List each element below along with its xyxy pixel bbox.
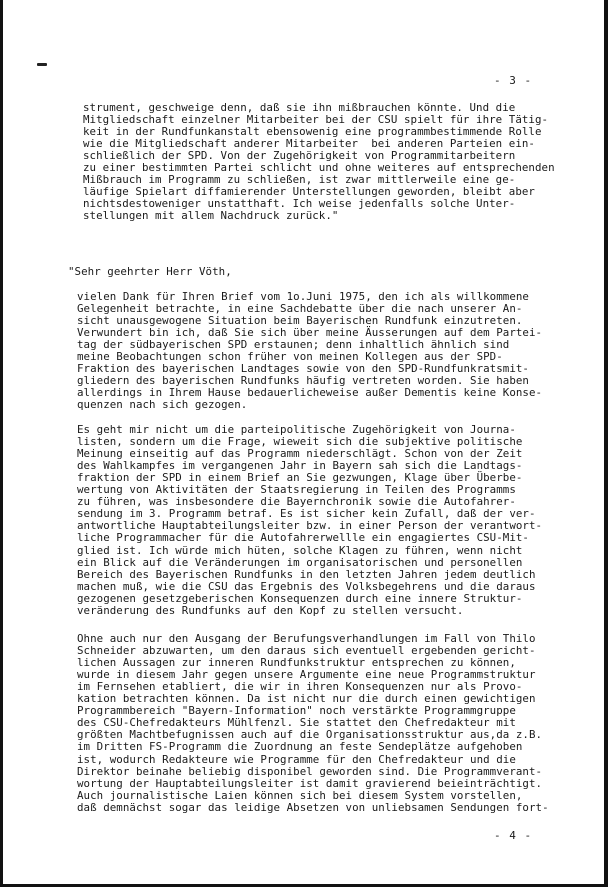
text-line: ist, wodurch Redakteure wie Programme für den Chefredakteur und die bbox=[77, 752, 516, 766]
text-line: daß demnächst sogar das leidige Absetzen von unliebsamen Sendungen fort- bbox=[77, 800, 549, 814]
text-line: nichtsdestoweniger unstatthaft. Ich weise jedenfalls solche Unter- bbox=[83, 197, 516, 211]
text-line: im Fernsehen etabliert, die wir in ihren Konsequenzen nur als Provo- bbox=[77, 680, 523, 694]
text-line: glied ist. Ich würde mich hüten, solche Klagen zu führen, wenn nicht bbox=[77, 543, 523, 557]
text-line: zu einer bestimmten Partei schlicht und ohne weiteres auf entsprechenden bbox=[83, 161, 555, 175]
text-line: Fraktion des bayerischen Landtages sowie von den SPD-Rundfunkratsmit- bbox=[77, 362, 529, 376]
text-line: Auch journalistische Laien können sich bei diesem System vorstellen, bbox=[77, 788, 523, 802]
text-line: schließlich der SPD. Von der Zugehörigkeit von Programmitarbeitern bbox=[83, 149, 516, 163]
text-line: lichen Aussagen zur inneren Rundfunkstruktur entsprechen zu können, bbox=[77, 656, 516, 670]
text-line: stellungen mit allem Nachdruck zurück." bbox=[83, 209, 339, 223]
text-line: Es geht mir nicht um die parteipolitische Zugehörigkeit von Journa- bbox=[77, 423, 516, 436]
text-line: antwortliche Hauptabteilungsleiter bzw. in einer Person der verantwort- bbox=[77, 519, 543, 533]
text-line: sendung im 3. Programm betraf. Es ist sicher kein Zufall, daß der ver- bbox=[77, 507, 536, 521]
text-line: gliedern des bayerischen Rundfunks häufig vertreten worden. Sie haben bbox=[77, 374, 529, 388]
text-line: Programmbereich "Bayern-Information" noch verstärkte Programmgruppe bbox=[77, 704, 516, 718]
text-line: wurde in diesem Jahr gegen unsere Argumente eine neue Programmstruktur bbox=[77, 668, 536, 682]
text-line: Ohne auch nur den Ausgang der Berufungsverhandlungen im Fall von Thilo bbox=[77, 632, 536, 645]
text-line: vielen Dank für Ihren Brief vom 1o.Juni 1975, den ich als willkommene bbox=[77, 290, 529, 303]
text-line: Verwundert bin ich, daß Sie sich über meine Äusserungen auf dem Partei- bbox=[77, 326, 543, 340]
text-line: Meinung einseitig auf das Programm niederschlägt. Schon von der Zeit bbox=[77, 447, 523, 461]
text-line: Mitgliedschaft einzelner Mitarbeiter bei der CSU spielt für ihre Tätig- bbox=[83, 113, 549, 127]
text-line: kation betrachten können. Da ist nicht nur die durch einen gewichtigen bbox=[77, 692, 536, 706]
text-line: "Sehr geehrter Herr Vöth, bbox=[68, 265, 232, 278]
text-line: strument, geschweige denn, daß sie ihn mißbrauchen könnte. Und die bbox=[83, 101, 516, 114]
text-line: Gelegenheit betrachte, in eine Sachdebatte über die nach unserer An- bbox=[77, 302, 523, 316]
text-line: des CSU-Chefredakteurs Mühlfenzl. Sie stattet den Chefredakteur mit bbox=[77, 716, 516, 730]
text-line: läufige Spielart diffamierender Unterstellungen geworden, bleibt aber bbox=[83, 185, 535, 199]
text-line: wertung von Aktivitäten der Staatsregierung in Teilen des Programms bbox=[77, 483, 516, 497]
text-line: meine Beobachtungen schon früher von meinen Kollegen aus der SPD- bbox=[77, 350, 503, 364]
text-line: allerdings in Ihrem Hause bedauerlicheweise außer Dementis keine Konse- bbox=[77, 386, 543, 400]
text-line: veränderung des Rundfunks auf den Kopf zu stellen versucht. bbox=[77, 603, 464, 617]
text-line: tag der südbayerischen SPD erstaunen; denn inhaltlich ähnlich sind bbox=[77, 338, 510, 352]
text-line: Mißbrauch im Programm zu schließen, ist zwar mittlerweile eine ge- bbox=[83, 173, 516, 187]
text-line: wortung der Hauptabteilungsleiter ist damit gravierend beieinträchtigt. bbox=[77, 776, 543, 790]
text-line: machen muß, wie die CSU das Ergebnis des Volksbegehrens und die daraus bbox=[77, 579, 536, 593]
text-line: liche Programmacher für die Autofahrerwellle ein engagiertes CSU-Mit- bbox=[77, 531, 529, 545]
scan-border-left bbox=[0, 0, 3, 887]
page-number-top: - 3 - bbox=[494, 74, 533, 87]
text-line: gezogenen gesetzgeberischen Konsequenzen durch eine innere Struktur- bbox=[77, 591, 523, 605]
text-line: des Wahlkampfes im vergangenen Jahr in Bayern sah sich die Landtags- bbox=[77, 459, 523, 473]
text-line: Direktor beinahe beliebig disponibel geworden sind. Die Programmverant- bbox=[77, 764, 543, 778]
text-line: im Dritten FS-Programm die Zuordnung an feste Sendeplätze aufgehoben bbox=[77, 740, 523, 754]
text-line: ein Blick auf die Veränderungen im organisatorischen und personellen bbox=[77, 555, 523, 569]
text-line: quenzen nach sich gezogen. bbox=[77, 398, 248, 412]
text-line: zu führen, was insbesondere die Bayernchronik sowie die Autofahrer- bbox=[77, 495, 516, 509]
text-line: keit in der Rundfunkanstalt ebensowenig eine programmbestimmende Rolle bbox=[83, 125, 542, 139]
page-number-bottom: - 4 - bbox=[494, 829, 533, 842]
text-line: Schneider abzuwarten, um den daraus sich eventuell ergebenden gericht- bbox=[77, 644, 536, 658]
scan-border-right bbox=[604, 0, 608, 887]
text-line: Bereich des Bayerischen Rundfunks in den letzten Jahren jedem deutlich bbox=[77, 567, 536, 581]
text-line: sicht unausgewogene Situation beim Bayerischen Rundfunk einzutreten. bbox=[77, 314, 523, 328]
text-line: listen, sondern um die Frage, wieweit sich die subjektive politische bbox=[77, 435, 523, 449]
text-line: wie die Mitgliedschaft anderer Mitarbeiter bei anderen Parteien ein- bbox=[83, 137, 535, 151]
text-line: fraktion der SPD in einem Brief an Sie gezwungen, Klage über Überbe- bbox=[77, 471, 523, 485]
margin-mark bbox=[37, 63, 47, 66]
text-line: größten Machtbefugnissen auch auf die Organisationsstruktur aus,da z.B. bbox=[77, 728, 543, 742]
